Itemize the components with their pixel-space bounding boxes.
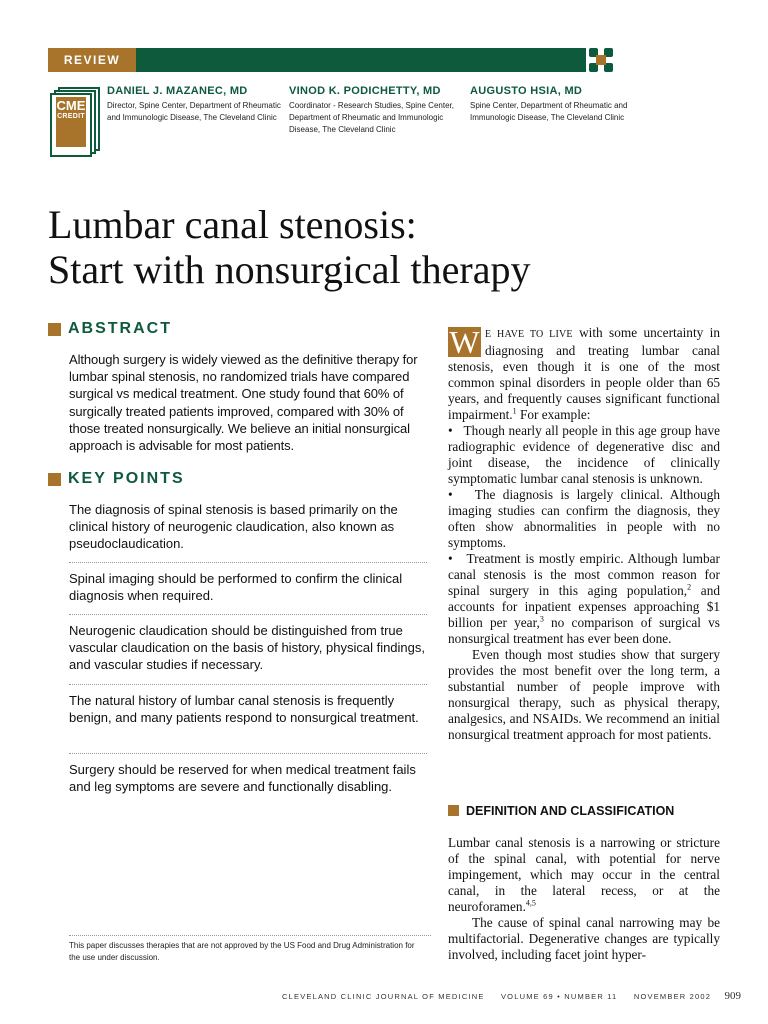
body-paragraph: The cause of spinal canal narrowing may be multifactorial. Degenerative changes are typically involved, including facet joint hyper-: [448, 915, 720, 962]
body-text-intro: [448, 325, 720, 743]
author-name: AUGUSTO HSIA, MD: [470, 85, 583, 97]
journal-name: CLEVELAND CLINIC JOURNAL OF MEDICINE: [282, 992, 485, 1001]
key-point: Surgery should be reserved for when medical treatment fails and leg symptoms are severe and functionally disabling.: [69, 762, 416, 795]
cme-credit-badge: [50, 87, 100, 153]
page-number: 909: [724, 990, 741, 1002]
volume-number: VOLUME 69 • NUMBER 11: [500, 992, 618, 1001]
key-point: Neurogenic claudication should be distinguished from true vascular claudication on the basis of history, physical findings, and vascular studies if necessary.: [69, 623, 426, 673]
intro-smallcaps: E HAVE TO LIVE: [485, 329, 573, 340]
reference-marker: 1: [512, 406, 517, 416]
bullet-item: • Treatment is mostly empiric. Although lumbar canal stenosis is the most common reason for spinal surgery in this aging population,$^2$ and accounts for inpatient expenses approaching $1 billion per year,$^3$ no comparison of surgical vs nonsurgical treatment has ever been done.: [448, 551, 720, 646]
body-text-definition: [448, 835, 720, 963]
reference-marker: 2: [687, 582, 692, 592]
author-affiliation: Director, Spine Center, Department of Rheumatic and Immunologic Disease, The Cleveland Clinic: [107, 101, 281, 122]
page-footer: [282, 989, 741, 1003]
section-tag: REVIEW: [48, 48, 136, 72]
fda-footnote: This paper discusses therapies that are not approved by the US Food and Drug Administration for the use under discussion.: [69, 941, 415, 962]
credit-label: CREDIT: [57, 113, 85, 120]
reference-marker: 4,5: [525, 898, 536, 908]
cme-label: CME: [56, 98, 86, 113]
reference-marker: 3: [539, 614, 544, 624]
bullet-icon: •: [448, 487, 453, 502]
square-bullet-icon: [48, 473, 61, 486]
issue-date: NOVEMBER 2002: [633, 992, 712, 1001]
square-bullet-icon: [448, 805, 459, 816]
divider: [69, 753, 427, 754]
key-point: The natural history of lumbar canal stenosis is frequently benign, and many patients respond to nonsurgical treatment.: [69, 693, 419, 726]
bullet-icon: •: [448, 551, 453, 566]
article-title: [48, 202, 668, 292]
intro-text: with some uncertainty in diagnosing and treating lumbar canal stenosis, even though it is one of the most common spinal disorders in people older than 65 years, and frequently causes significant functional impairment.: [448, 325, 720, 422]
divider: [69, 614, 427, 615]
divider: [69, 935, 431, 936]
divider: [69, 684, 427, 685]
journal-logo-icon: [589, 48, 613, 72]
divider: [69, 562, 427, 563]
key-point: The diagnosis of spinal stenosis is based primarily on the clinical history of neurogenic claudication, also known as pseudoclaudication.: [69, 502, 398, 552]
abstract-text: Although surgery is widely viewed as the definitive therapy for lumbar spinal stenosis, no randomized trials have compared surgical vs medical treatment. One study found that 60% of surgically treated patients improved, compared with 30% of those treated nonsurgically. We believe an initial nonsurgical approach is advisable for most patients.: [69, 352, 418, 454]
bullet-item: • The diagnosis is largely clinical. Although imaging studies can confirm the diagnosis, they often show abnormalities in people with no symptoms.: [448, 487, 720, 550]
author-affiliation: Spine Center, Department of Rheumatic and Immunologic Disease, The Cleveland Clinic: [470, 101, 628, 122]
title-line: Lumbar canal stenosis:: [48, 202, 417, 247]
author-name: VINOD K. PODICHETTY, MD: [289, 85, 441, 97]
author-block: [107, 84, 283, 124]
author-name: DANIEL J. MAZANEC, MD: [107, 85, 248, 97]
author-block: [470, 84, 638, 124]
body-paragraph: Lumbar canal stenosis is a narrowing or stricture of the spinal canal, with potential for nerve impingement, which may occur in the central canal, in the lateral recess, or at the neuroforamen.$^{4,5}$: [448, 835, 720, 914]
author-block: [289, 84, 465, 136]
bullet-item: • Though nearly all people in this age group have radiographic evidence of degenerative disc and joint disease, the incidence of clinically symptomatic lumbar canal stenosis is unknown.: [448, 423, 720, 486]
key-point: Spinal imaging should be performed to confirm the clinical diagnosis when required.: [69, 571, 403, 604]
bullet-icon: •: [448, 423, 453, 438]
square-bullet-icon: [48, 323, 61, 336]
author-affiliation: Coordinator - Research Studies, Spine Center, Department of Rheumatic and Immunologic Disease, The Cleveland Clinic: [289, 101, 454, 134]
body-paragraph: Even though most studies show that surgery provides the most benefit over the long term, a substantial number of people improve with nonsurgical therapy, such as physical therapy, analgesics, and NSAIDs. We recommend an initial nonsurgical treatment approach for most patients.: [448, 647, 720, 742]
title-line: Start with nonsurgical therapy: [48, 247, 531, 292]
intro-tail: For example:: [516, 407, 591, 422]
drop-cap: W: [449, 324, 480, 360]
